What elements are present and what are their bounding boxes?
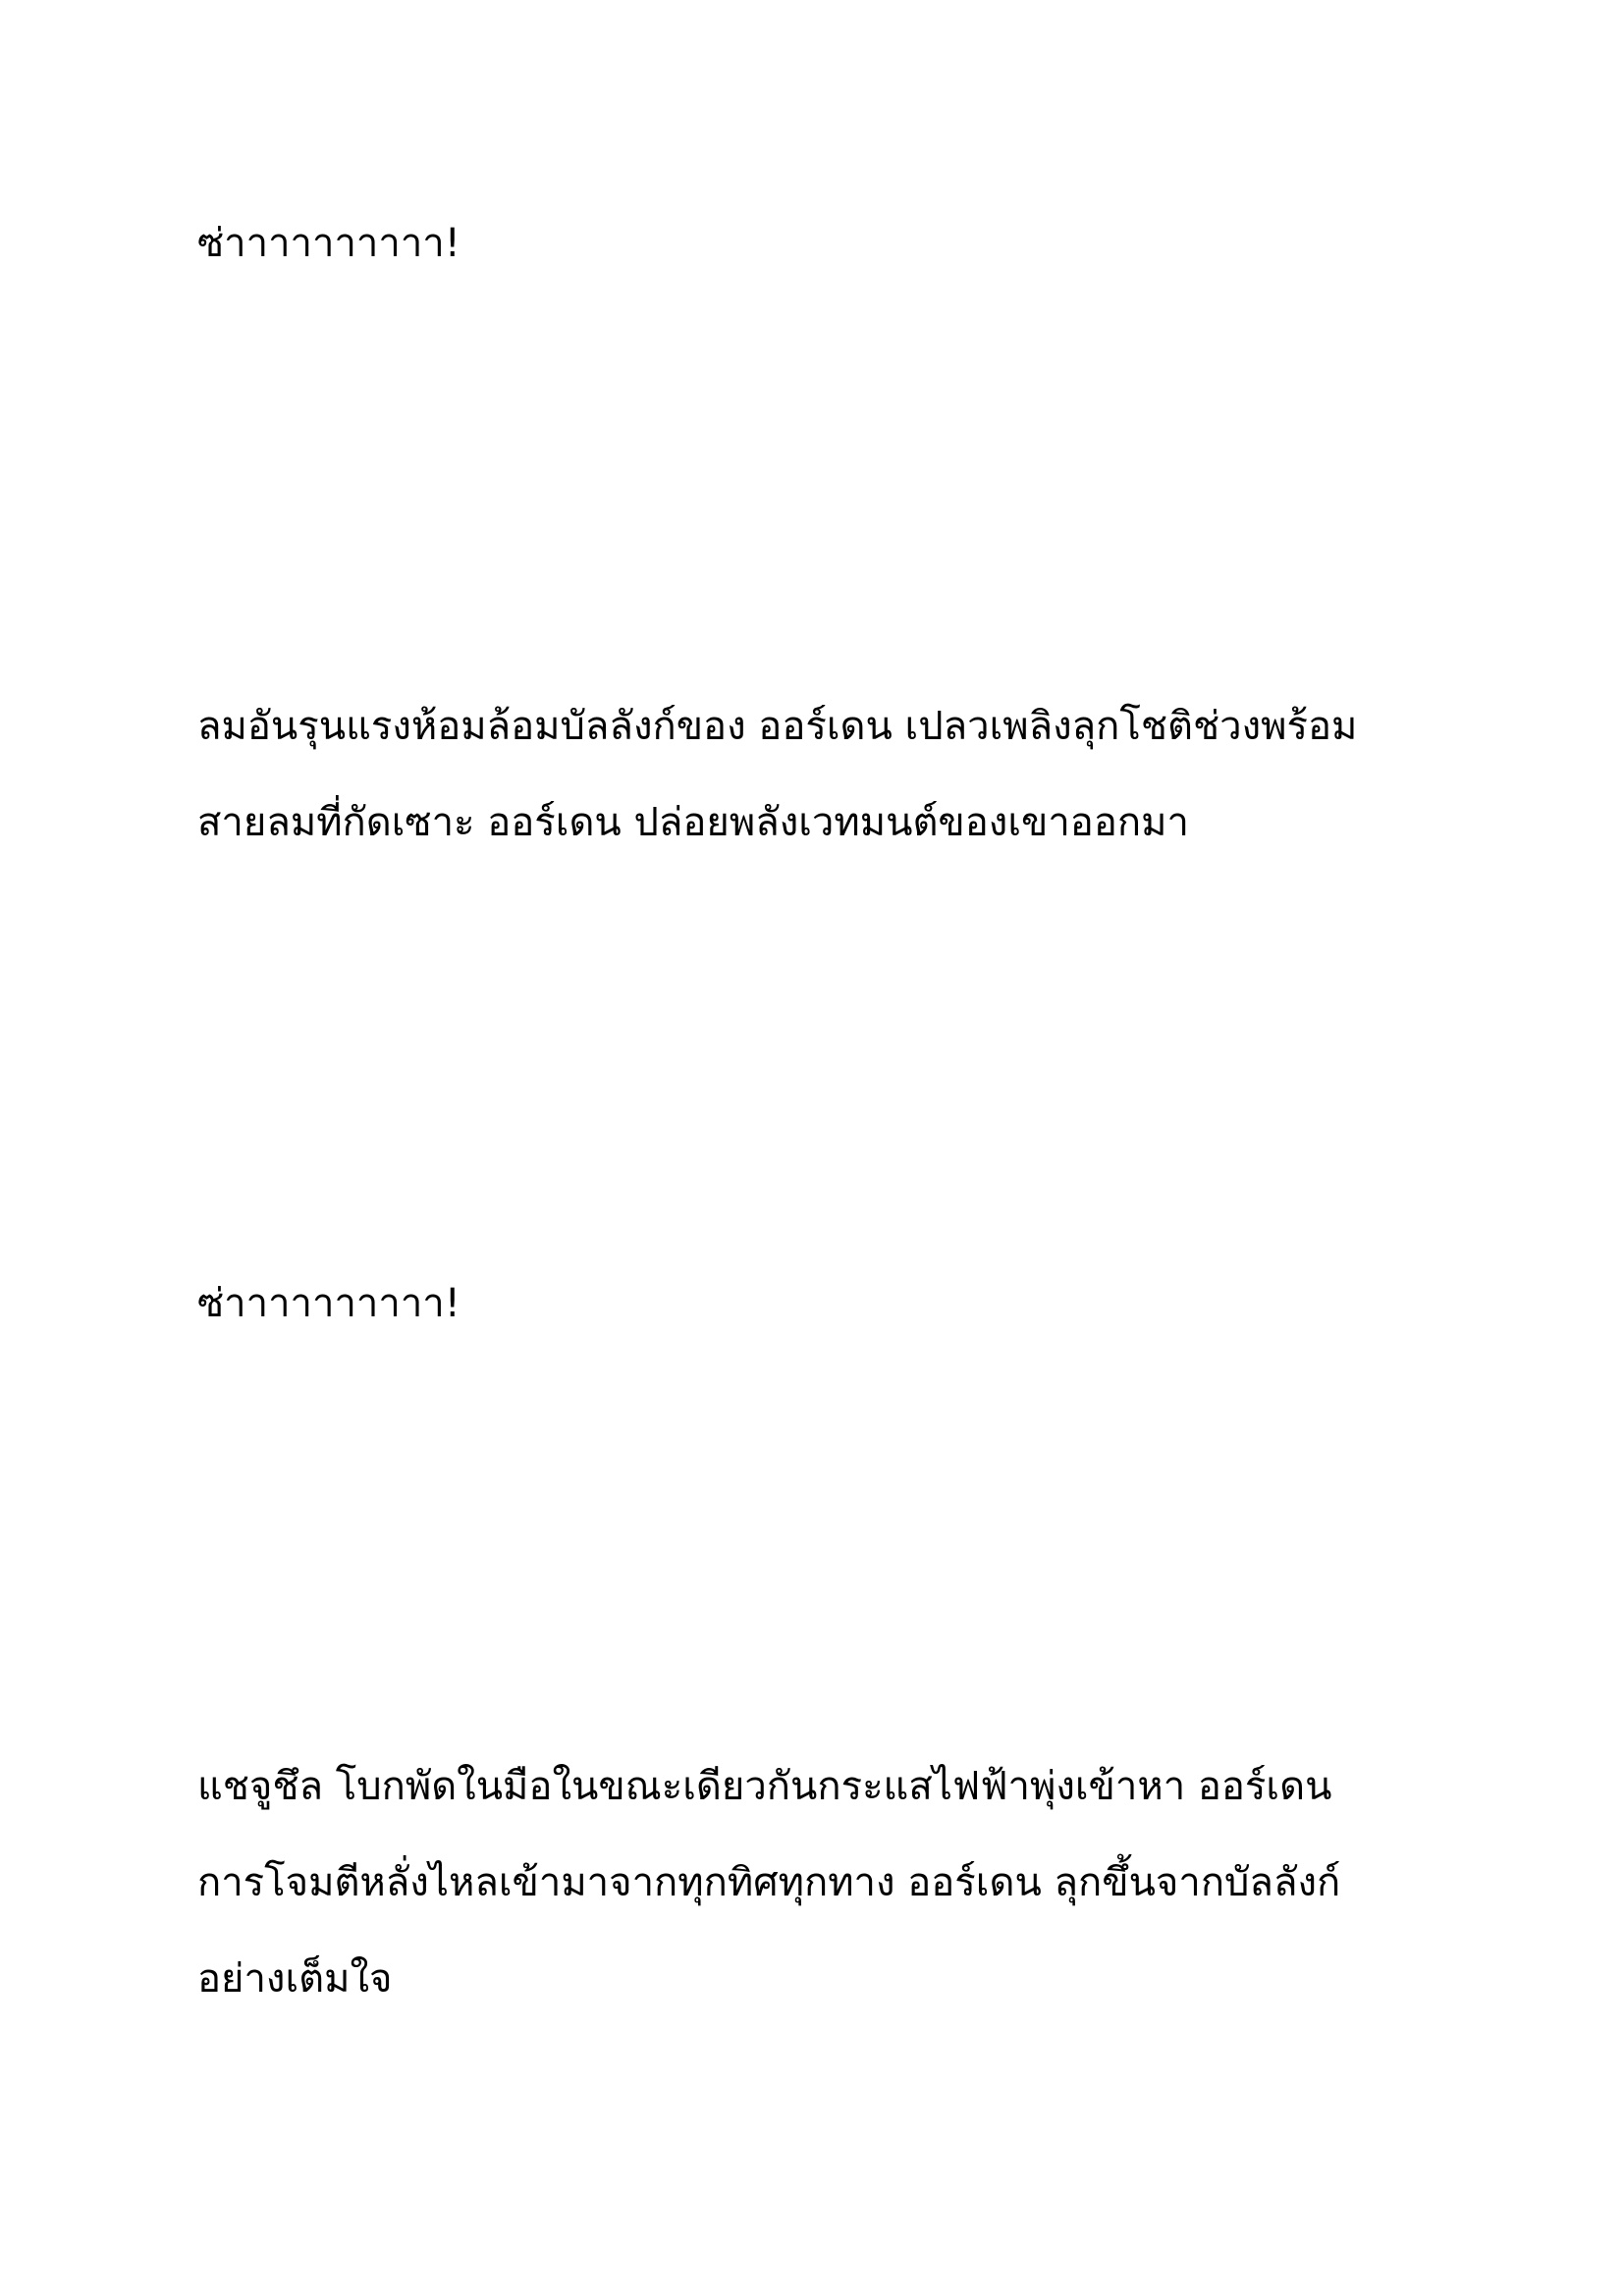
paragraph-line: อย่างเต็มใจ: [197, 1956, 393, 2002]
sound-effect-line: ซ่าาาาาาาาาา!: [197, 1281, 460, 1326]
paragraph-line: ลมอันรุนแรงห้อมล้อมบัลลังก์ของ ออร์เดน เปลวเพลิงลุกโชติช่วงพร้อม: [197, 704, 1358, 749]
paragraph-line: แชจูชึล โบกพัดในมือในขณะเดียวกันกระแสไฟฟ้าพุ่งเข้าหา ออร์เดน: [197, 1764, 1332, 1809]
paragraph-line: สายลมที่กัดเซาะ ออร์เดน ปล่อยพลังเวทมนต์ของเขาออกมา: [197, 800, 1189, 845]
paragraph-line: การโจมตีหลั่งไหลเข้ามาจากทุกทิศทุกทาง ออร์เดน ลุกขึ้นจากบัลลังก์: [197, 1860, 1341, 1905]
sound-effect-line: ซ่าาาาาาาาาา!: [197, 221, 460, 266]
